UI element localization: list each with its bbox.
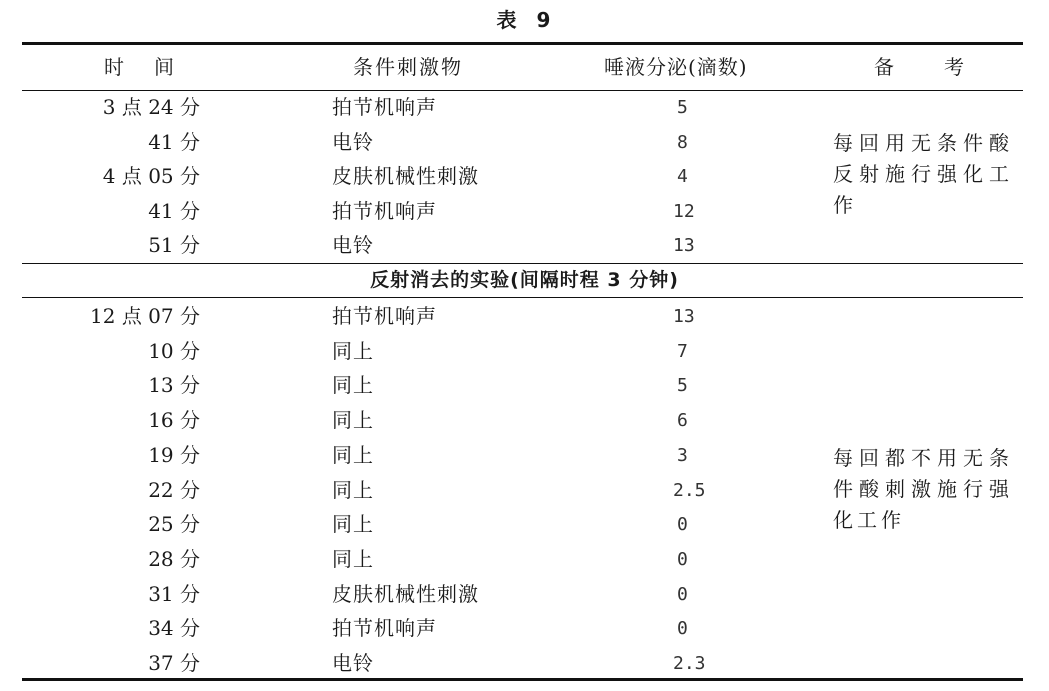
time-cell: 31 分 [148,581,200,606]
top-rule [22,42,1023,45]
header-saliva: 唾液分泌(滴数) [604,55,748,79]
header-rule [22,90,1023,91]
stimulus-cell: 同上 [332,338,374,363]
saliva-cell: 13 [673,235,695,256]
time-cell: 41 分 [148,198,200,223]
table-caption [0,4,1049,33]
saliva-cell: 5 [677,375,688,397]
stimulus-cell: 皮肤机械性刺激 [332,164,479,188]
saliva-cell: 6 [677,410,688,432]
stimulus-cell: 同上 [332,373,374,398]
time-cell: 19 分 [148,442,200,467]
stimulus-cell: 同上 [332,546,374,571]
header-remark: 备考 [874,55,1014,79]
header-stimulus: 条件刺激物 [353,55,463,79]
header-time: 时间 [104,55,204,79]
saliva-cell: 2.3 [673,653,706,674]
stimulus-cell: 同上 [332,442,374,467]
stimulus-cell: 电铃 [332,233,374,257]
stimulus-cell: 皮肤机械性刺激 [332,581,479,606]
stimulus-cell: 同上 [332,408,374,433]
group1-remark: 每回用无条件酸反射施行强化工作 [833,131,1013,217]
saliva-cell: 8 [677,131,688,153]
time-cell: 41 分 [148,129,200,154]
stimulus-cell: 拍节机响声 [332,198,437,223]
group2-remark: 每回都不用无条件酸刺激施行强化工作 [833,446,1013,532]
caption-label: 表 [496,8,519,32]
time-cell: 37 分 [148,651,200,675]
caption-number: 9 [536,8,553,32]
time-cell: 3 点 24 分 [102,95,200,119]
section-title: 反射消去的实验(间隔时程 3 分钟) [370,269,679,291]
section-rule-top [22,263,1023,264]
saliva-cell: 5 [677,97,688,118]
time-cell: 13 分 [148,373,200,398]
saliva-cell: 7 [677,340,688,362]
stimulus-cell: 同上 [332,512,374,537]
section-rule-bottom [22,297,1023,298]
time-cell: 34 分 [148,616,200,641]
stimulus-cell: 拍节机响声 [332,95,437,119]
stimulus-cell: 拍节机响声 [332,304,437,328]
bottom-rule [22,678,1023,681]
stimulus-cell: 电铃 [332,129,374,154]
saliva-cell: 0 [677,514,688,536]
stimulus-cell: 同上 [332,477,374,502]
time-cell: 28 分 [148,546,200,571]
time-cell: 25 分 [148,512,200,537]
stimulus-cell: 电铃 [332,651,374,675]
time-cell: 12 点 07 分 [90,304,200,328]
saliva-cell: 3 [677,444,688,466]
time-cell: 16 分 [148,408,200,433]
time-cell: 51 分 [148,233,200,257]
time-cell: 10 分 [148,338,200,363]
time-cell: 22 分 [148,477,200,502]
saliva-cell: 2.5 [673,479,706,501]
time-cell: 4 点 05 分 [102,164,200,188]
saliva-cell: 0 [677,548,688,570]
saliva-cell: 4 [677,166,688,187]
stimulus-cell: 拍节机响声 [332,616,437,641]
saliva-cell: 0 [677,583,688,605]
saliva-cell: 0 [677,618,688,640]
saliva-cell: 13 [673,306,695,327]
saliva-cell: 12 [673,200,695,222]
